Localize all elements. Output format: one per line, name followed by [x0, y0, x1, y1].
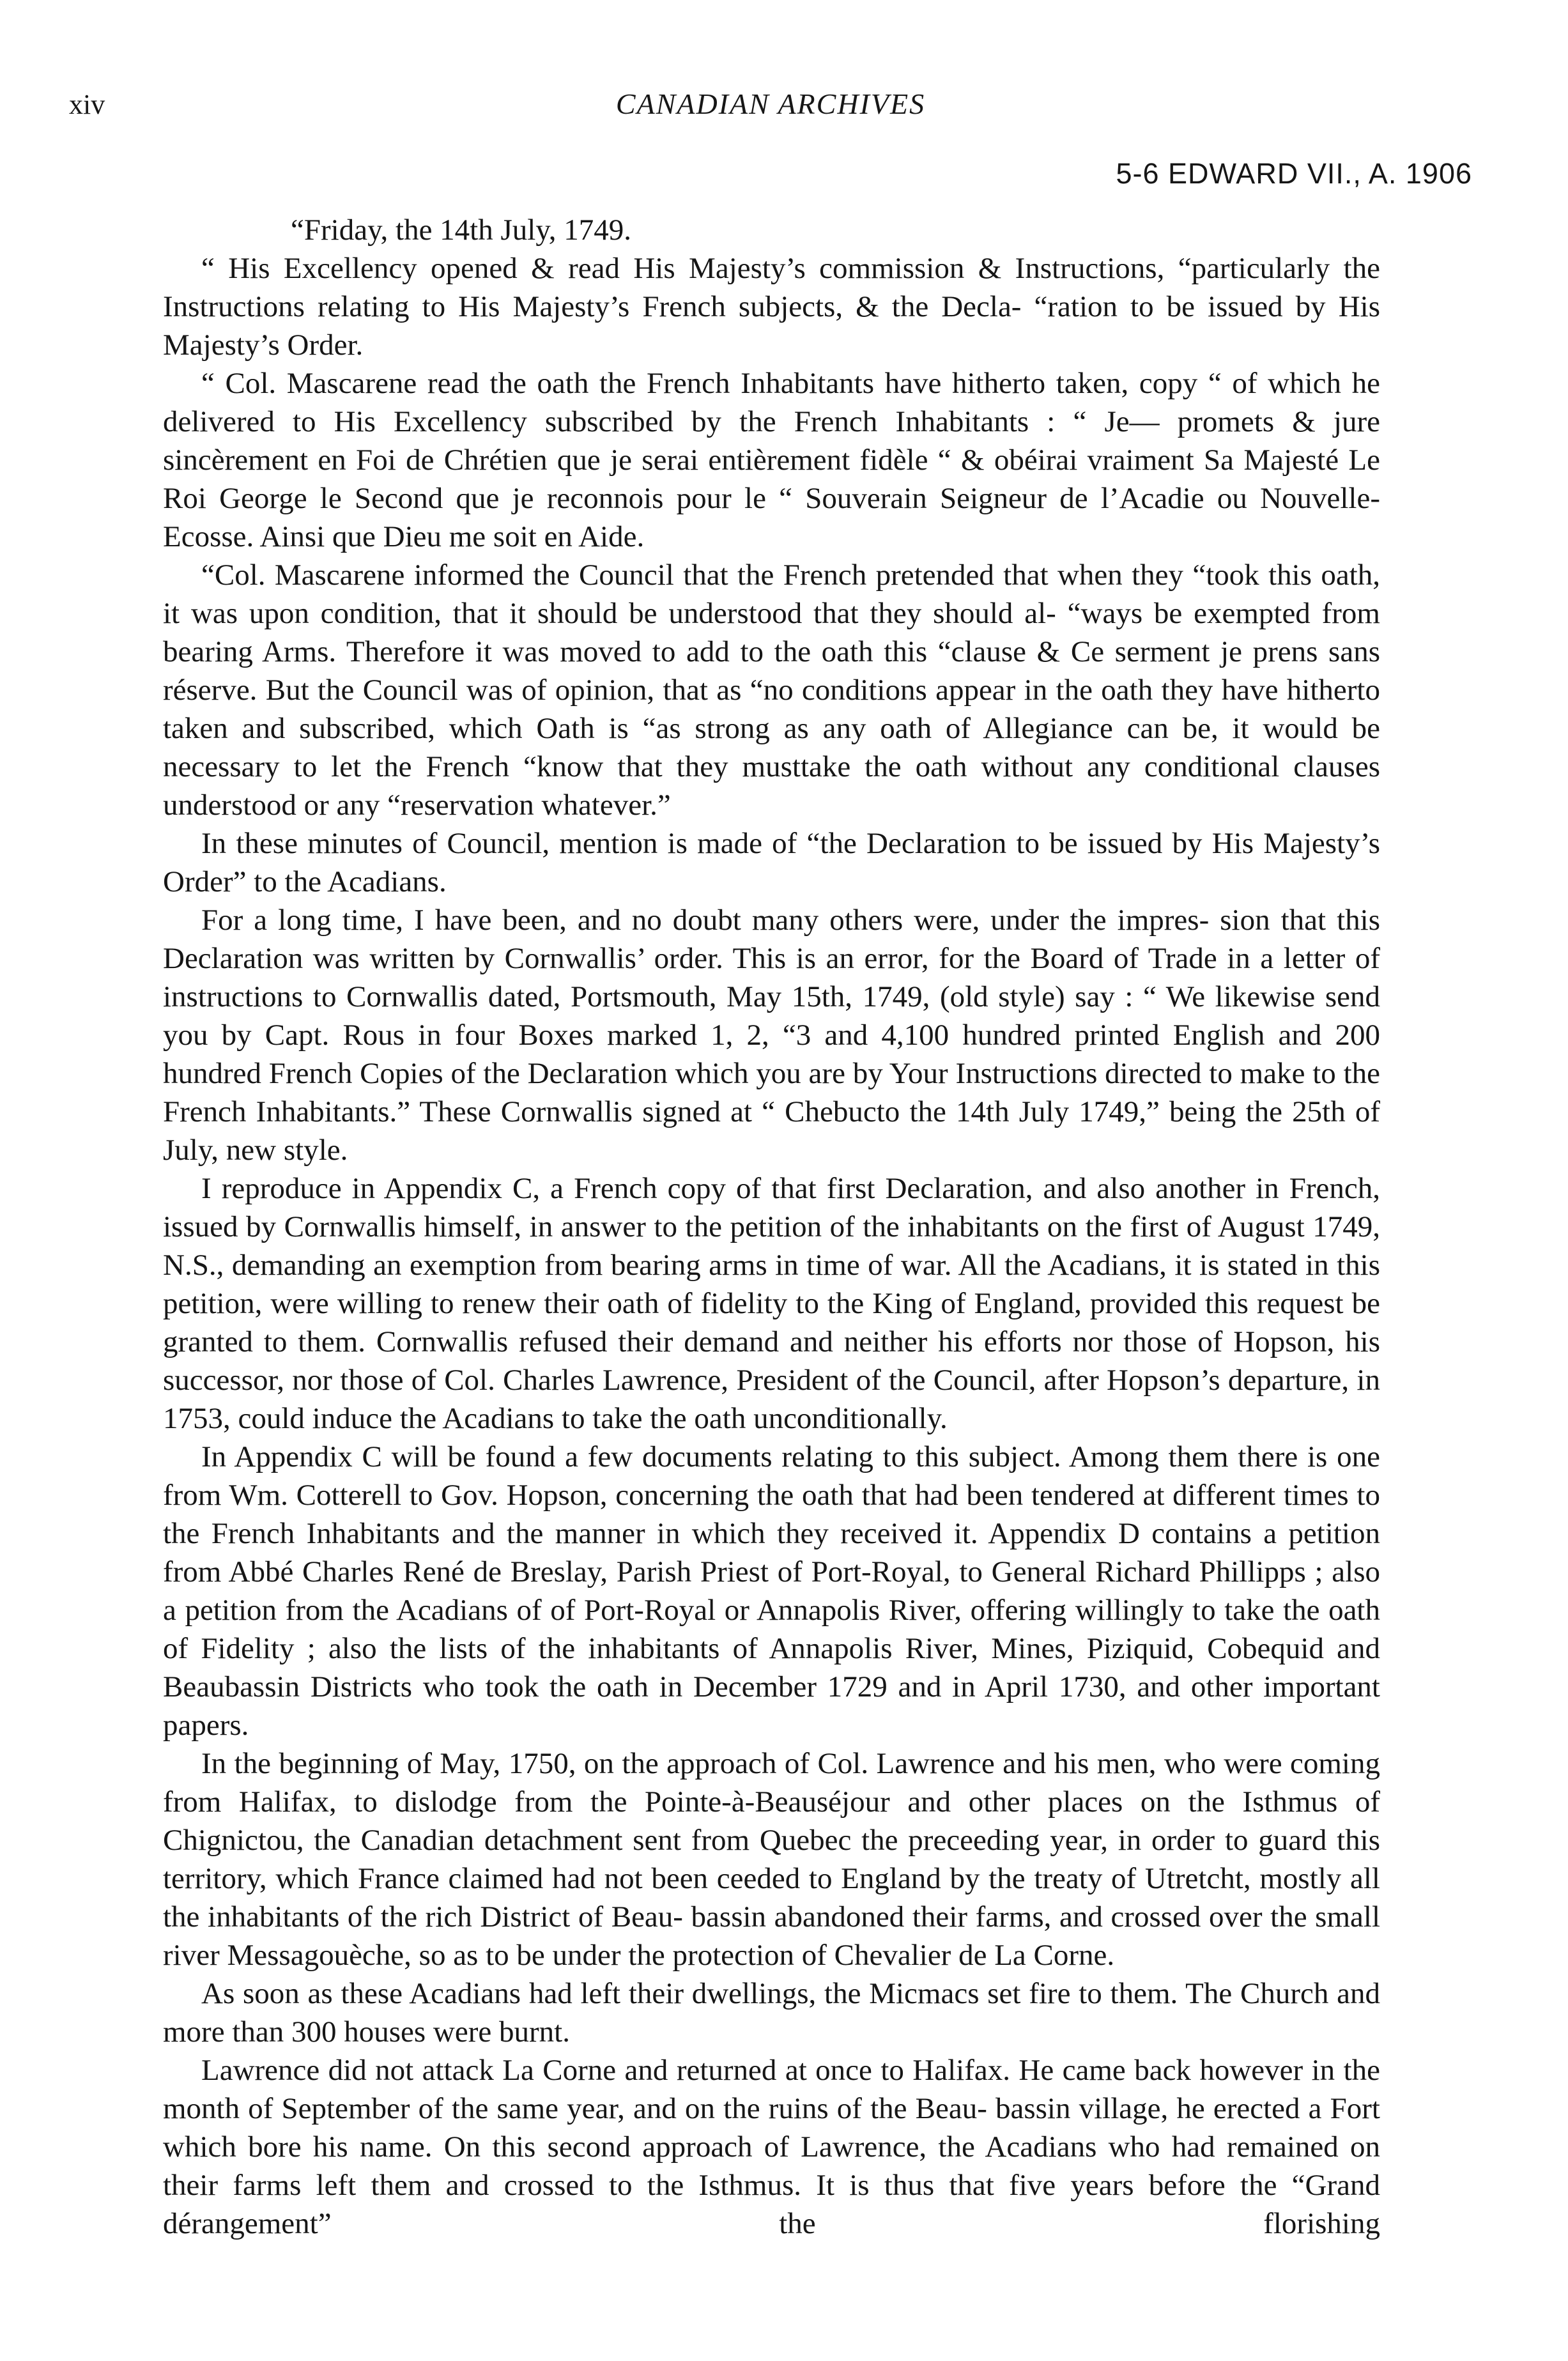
page-number: xiv [69, 89, 105, 120]
paragraph-appendix-c-french-copy: I reproduce in Appendix C, a French copy of that first Declaration, and also another in French, issued by Cornwallis himself, in answer to the petition of the inhabitants on the first of August 1749, N.S., demanding an exemption from bearing arms in time of war. All the Acadians, it is stated in this petition, were willing to renew their oath of fidelity to the King of England, provided this request be granted to them. Cornwallis refused their demand and neither his efforts nor those of Hopson, his successor, nor those of Col. Charles Lawrence, President of the Council, after Hopson’s departure, in 1753, could induce the Acadians to take the oath unconditionally. [163, 1172, 1380, 1435]
paragraph-oath: “ Col. Mascarene read the oath the French Inhabitants have hitherto taken, copy “ of which he delivered to His Excellency subscribed by the French Inhabitants : “ Je— promets & jure sincèrement en Foi de Chrétien que je serai entièrement fidèle “ & obéirai vraiment Sa Majesté Le Roi George le Second que je reconnois pour le “ Souverain Seigneur de l’Acadie ou Nouvelle-Ecosse. Ainsi que Dieu me soit en Aide. [163, 367, 1380, 553]
paragraph-micmacs: As soon as these Acadians had left their dwellings, the Micmacs set fire to them. The Church and more than 300 houses were burnt. [163, 1977, 1380, 2049]
paragraph-may-1750: In the beginning of May, 1750, on the approach of Col. Lawrence and his men, who were coming from Halifax, to dislodge from the Pointe-à-Beauséjour and other places on the Isthmus of Chignictou, the Canadian detachment sent from Quebec the preceeding year, in order to guard this territory, which France claimed had not been ceeded to England by the treaty of Utretcht, mostly all the inhabitants of the rich District of Beau- bassin abandoned their farms, and crossed over the small river Messagouèche, so as to be under the protection of Chevalier de La Corne. [163, 1747, 1380, 1972]
paragraph-minutes-date: “Friday, the 14th July, 1749. [291, 213, 632, 247]
paragraph-mascarene: “Col. Mascarene informed the Council that the French pretended that when they “took this oath, it was upon condition, that it should be understood that they should al- “ways be exempted from bearing Arms. Therefore it was moved to add to the oath this “clause & Ce serment je prens sans réserve. But the Council was of opinion, that as “no conditions appear in the oath they have hitherto taken and subscribed, which Oath is “as strong as any oath of Allegiance can be, it would be necessary to let the French “know that they musttake the oath without any conditional clauses understood or any “reservation whatever.” [163, 558, 1380, 822]
paragraph-lawrence-return: Lawrence did not attack La Corne and returned at once to Halifax. He came back however in the month of September of the same year, and on the ruins of the Beau- bassin village, he erected a Fort which bore his name. On this second approach of Lawrence, the Acadians who had remained on their farms left them and crossed to the Isthmus. It is thus that five years before the “Grand dérangement” the florishing [163, 2054, 1380, 2240]
page-header [69, 75, 1472, 190]
paragraph-commission: “ His Excellency opened & read His Majesty’s commission & Instructions, “particularly the Instructions relating to His Majesty’s French subjects, & the Decla- “ration to be issued by His Majesty’s Order. [163, 252, 1380, 362]
body-text [163, 211, 1380, 2243]
session-line: 5-6 EDWARD VII., A. 1906 [1116, 157, 1472, 190]
paragraph-board-of-trade: For a long time, I have been, and no doubt many others were, under the impres- sion that this Declaration was written by Cornwallis’ order. This is an error, for the Board of Trade in a letter of instructions to Cornwallis dated, Portsmouth, May 15th, 1749, (old style) say : “ We likewise send you by Capt. Rous in four Boxes marked 1, 2, “3 and 4,100 hundred printed English and 200 hundred French Copies of the Declaration which you are by Your Instructions directed to make to the French Inhabitants.” These Cornwallis signed at “ Chebucto the 14th July 1749,” being the 25th of July, new style. [163, 904, 1380, 1167]
paragraph-appendix-documents: In Appendix C will be found a few documents relating to this subject. Among them there is one from Wm. Cotterell to Gov. Hopson, concerning the oath that had been tendered at different times to the French Inhabitants and the manner in which they received it. Appendix D contains a petition from Abbé Charles René de Breslay, Parish Priest of Port-Royal, to General Richard Phillipps ; also a petition from the Acadians of of Port-Royal or Annapolis River, offering willingly to take the oath of Fidelity ; also the lists of the inhabitants of Annapolis River, Mines, Piziquid, Cobequid and Beaubassin Districts who took the oath in December 1729 and in April 1730, and other important papers. [163, 1440, 1380, 1742]
running-title: CANADIAN ARCHIVES [615, 88, 926, 120]
paragraph-declaration: In these minutes of Council, mention is made of “the Declaration to be issued by His Majesty’s Order” to the Acadians. [163, 827, 1380, 898]
